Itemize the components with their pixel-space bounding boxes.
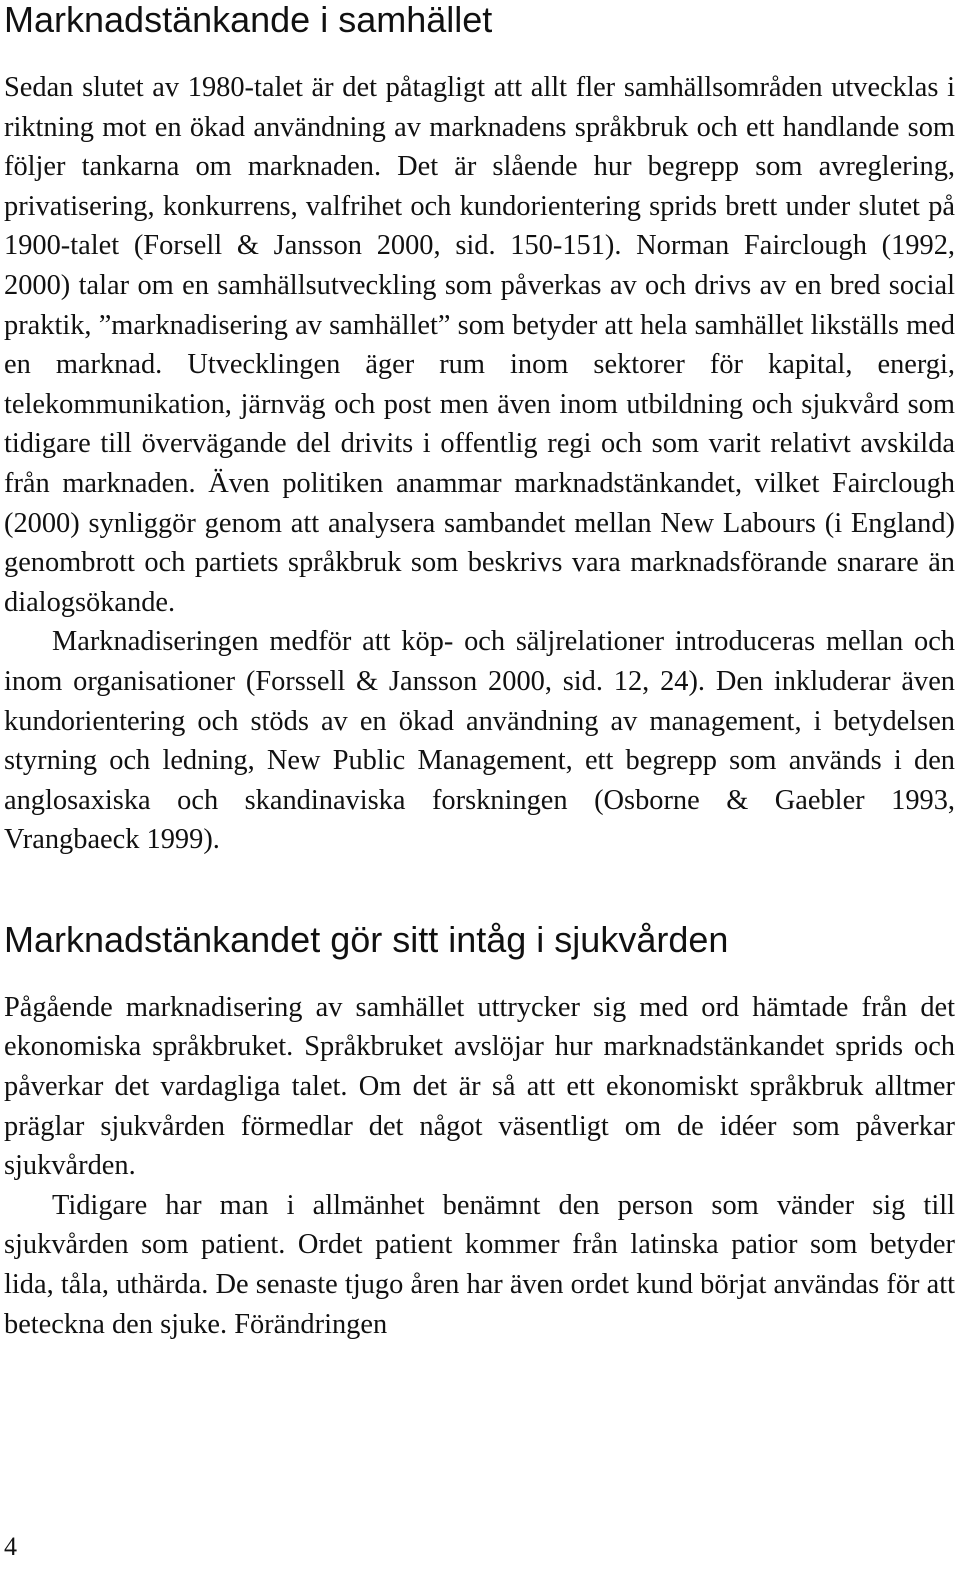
paragraph: Marknadiseringen medför att köp- och säljrelationer introduceras mellan och inom organisationer (Forssell & Jansson 2000, sid. 12, 24). Den inkluderar även kundorientering och stöds av en ökad användning av management, i betydelsen styrning och ledning, New Public Management, ett begrepp som används i den anglosaxiska och skandinaviska forskningen (Osborne & Gaebler 1993, Vrangbaeck 1999). xyxy=(4,626,955,856)
page-number: 4 xyxy=(4,1532,17,1561)
paragraph: Pågående marknadisering av samhället uttrycker sig med ord hämtade från det ekonomiska språkbruket. Språkbruket avslöjar hur marknadstänkandet sprids och påverkar det vardagliga talet. Om det är så att ett ekonomiskt språkbruk alltmer präglar sjukvården förmedlar det något väsentligt om de idéer som påverkar sjukvården. xyxy=(4,991,955,1182)
paragraph: Tidigare har man i allmänhet benämnt den person som vänder sig till sjukvården som patient. Ordet patient kommer från latinska patior som betyder lida, tåla, uthärda. De senaste tjugo åren har även ordet kund börjat användas för att beteckna den sjuke. Förändringen xyxy=(4,1189,955,1340)
document-page xyxy=(4,0,955,1344)
section-heading-market-thinking-society: Marknadstänkande i samhället xyxy=(4,0,493,40)
paragraph: Sedan slutet av 1980-talet är det påtagligt att allt fler samhällsområden utvecklas i riktning mot en ökad användning av marknadens språkbruk och ett handlande som följer tankarna om marknaden. Det är slående hur begrepp som avreglering, privatisering, konkurrens, valfrihet och kundorientering sprids brett under slutet på 1900-talet (Forsell & Jansson 2000, sid. 150-151). Norman Fairclough (1992, 2000) talar om en samhällsutveckling som påverkas av och drivs av en bred social praktik, ”marknadisering av samhället” som betyder att hela samhället likställs med en marknad. Utvecklingen äger rum inom sektorer för kapital, energi, telekommunikation, järnväg och post men även inom utbildning och sjukvård som tidigare till övervägande del drivits i offentlig regi och som varit relativt avskilda från marknaden. Även politiken anammar marknadstänkandet, vilket Fairclough (2000) synliggör genom att analysera sambandet mellan New Labours (i England) genombrott och partiets språkbruk som beskrivs vara marknadsförande snarare än dialogsökande. xyxy=(4,72,955,618)
section-heading-market-thinking-healthcare: Marknadstänkandet gör sitt intåg i sjukvården xyxy=(4,918,729,960)
